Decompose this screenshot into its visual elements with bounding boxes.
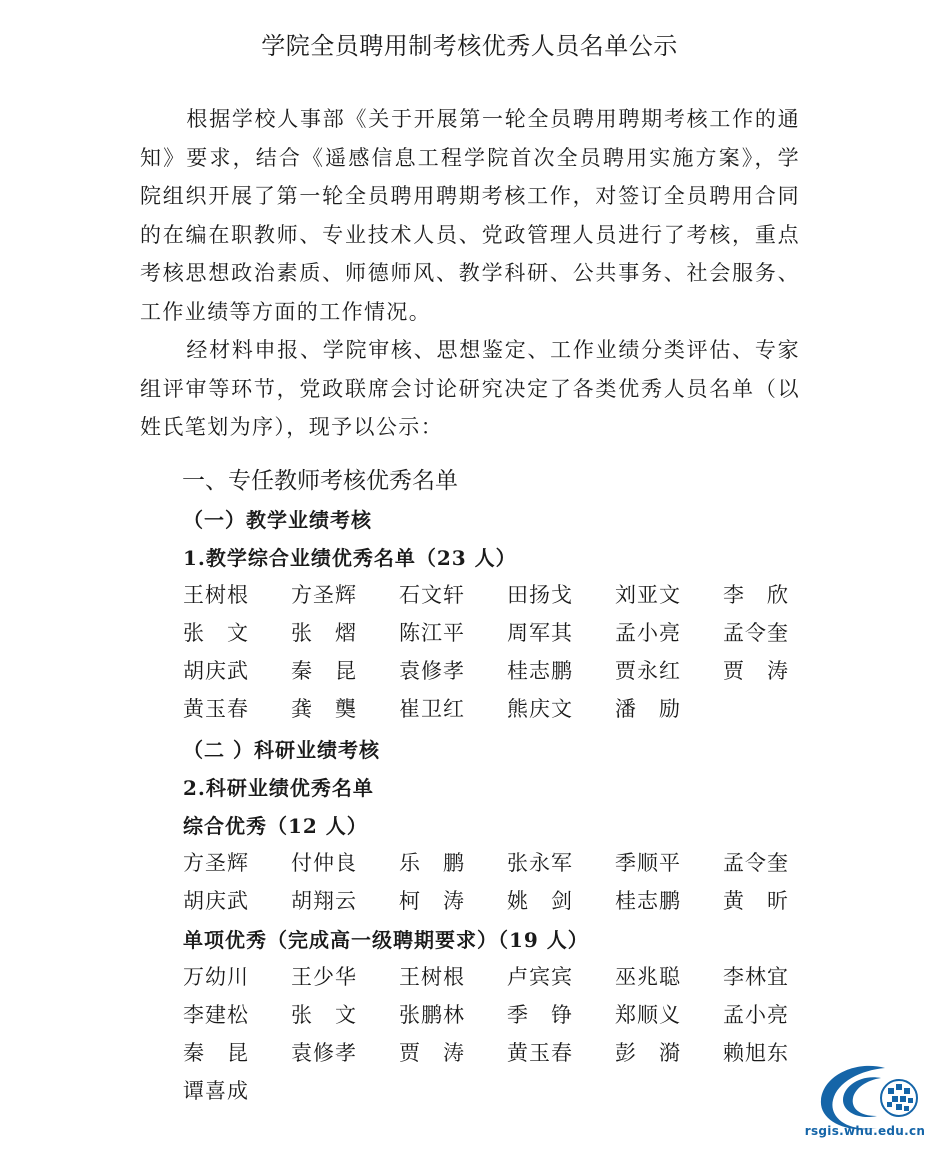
name-row [183, 656, 831, 694]
person-name: 张永军 [507, 851, 573, 875]
person-name: 孟令奎 [723, 851, 789, 875]
person-name: 季顺平 [615, 851, 681, 875]
person-name: 黄玉春 [507, 1041, 573, 1065]
person-name: 石文轩 [399, 583, 465, 607]
person-name: 方圣辉 [291, 583, 357, 607]
person-name: 姚 剑 [507, 889, 573, 913]
person-name: 黄 昕 [723, 889, 789, 913]
person-name: 胡翔云 [291, 889, 357, 913]
person-name: 熊庆文 [507, 697, 573, 721]
person-name: 秦 昆 [291, 659, 357, 683]
person-name: 秦 昆 [183, 1041, 249, 1065]
person-name: 卢宾宾 [507, 965, 573, 989]
name-row [183, 962, 831, 1000]
name-row [183, 886, 831, 924]
person-name: 贾 涛 [723, 659, 789, 683]
person-name: 万幼川 [183, 965, 249, 989]
intro-paragraph-1: 根据学校人事部《关于开展第一轮全员聘用聘期考核工作的通知》要求，结合《遥感信息工程学院首次全员聘用实施方案》，学院组织开展了第一轮全员聘用聘期考核工作，对签订全员聘用合同的在编在职教师、专业技术人员、党政管理人员进行了考核，重点考核思想政治素质、师德师风、教学科研、公共事务、社会服务、工作业绩等方面的工作情况。 [140, 107, 800, 324]
person-name: 陈江平 [399, 621, 465, 645]
person-name: 张 文 [183, 621, 249, 645]
person-name: 柯 涛 [399, 889, 465, 913]
list-title-teaching: 1.教学综合业绩优秀名单（23 人） [183, 546, 517, 570]
person-name: 王少华 [291, 965, 357, 989]
person-name: 胡庆武 [183, 659, 249, 683]
subheading-teaching: （一）教学业绩考核 [183, 508, 372, 532]
person-name: 刘亚文 [615, 583, 681, 607]
person-name: 潘 励 [615, 697, 681, 721]
person-name: 胡庆武 [183, 889, 249, 913]
person-name: 乐 鹏 [399, 851, 465, 875]
person-name: 张 文 [291, 1003, 357, 1027]
person-name: 季 铮 [507, 1003, 573, 1027]
person-name: 贾 涛 [399, 1041, 465, 1065]
person-name: 赖旭东 [723, 1041, 789, 1065]
person-name: 王树根 [399, 965, 465, 989]
person-name: 桂志鹏 [615, 889, 681, 913]
page-title: 学院全员聘用制考核优秀人员名单公示 [261, 32, 678, 60]
person-name: 袁修孝 [399, 659, 465, 683]
person-name: 李 欣 [723, 583, 789, 607]
person-name: 孟小亮 [615, 621, 681, 645]
name-row [183, 618, 831, 656]
section-heading-teachers: 一、专任教师考核优秀名单 [182, 468, 458, 494]
website-url: rsgis.whu.edu.cn [804, 1124, 926, 1138]
group-title-overall: 综合优秀（12 人） [183, 814, 368, 838]
person-name: 龚 龑 [291, 697, 357, 721]
person-name: 田扬戈 [507, 583, 573, 607]
person-name: 李林宜 [723, 965, 789, 989]
names-research-overall [183, 848, 831, 924]
name-row [183, 1076, 831, 1114]
person-name: 周军其 [507, 621, 573, 645]
person-name: 袁修孝 [291, 1041, 357, 1065]
person-name: 崔卫红 [399, 697, 465, 721]
list-title-research: 2.科研业绩优秀名单 [183, 776, 374, 800]
person-name: 郑顺义 [615, 1003, 681, 1027]
person-name: 张 熠 [291, 621, 357, 645]
person-name: 黄玉春 [183, 697, 249, 721]
person-name: 李建松 [183, 1003, 249, 1027]
person-name: 桂志鹏 [507, 659, 573, 683]
person-name: 孟令奎 [723, 621, 789, 645]
person-name: 孟小亮 [723, 1003, 789, 1027]
person-name: 王树根 [183, 583, 249, 607]
name-row [183, 694, 831, 732]
person-name: 方圣辉 [183, 851, 249, 875]
group-title-single: 单项优秀（完成高一级聘期要求）（19 人） [183, 928, 589, 952]
person-name: 张鹏林 [399, 1003, 465, 1027]
person-name: 谭喜成 [183, 1079, 249, 1103]
subheading-research: （二 ）科研业绩考核 [183, 738, 380, 762]
name-row [183, 1000, 831, 1038]
intro-paragraph-2: 经材料申报、学院审核、思想鉴定、工作业绩分类评估、专家组评审等环节，党政联席会讨论研究决定了各类优秀人员名单（以姓氏笔划为序），现予以公示： [140, 338, 800, 439]
names-teaching [183, 580, 831, 732]
person-name: 彭 漪 [615, 1041, 681, 1065]
names-research-single [183, 962, 831, 1114]
person-name: 巫兆聪 [615, 965, 681, 989]
person-name: 付仲良 [291, 851, 357, 875]
name-row [183, 848, 831, 886]
name-row [183, 580, 831, 618]
name-row [183, 1038, 831, 1076]
person-name: 贾永红 [615, 659, 681, 683]
